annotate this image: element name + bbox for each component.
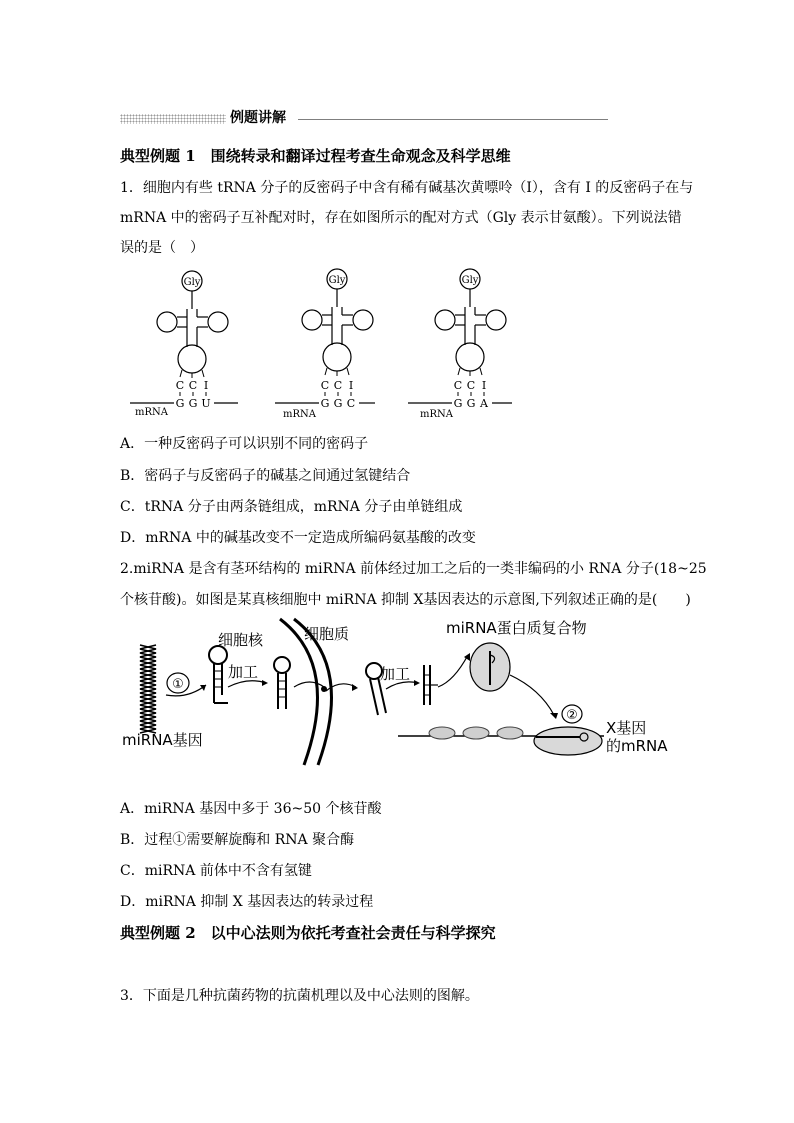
mirna-figure <box>118 615 698 790</box>
q1-line1: 1．细胞内有些 tRNA 分子的反密码子中含有稀有碱基次黄嘌呤（I），含有 I 的反密码子在与 <box>120 180 694 196</box>
section-header <box>120 108 490 130</box>
q1-line3: 误的是（ ） <box>120 240 204 256</box>
anticodon-3: I <box>481 379 487 392</box>
q2-option-c: C．miRNA 前体中不含有氢键 <box>120 863 312 879</box>
mrna-label: mRNA <box>420 409 453 420</box>
anticodon-3: I <box>203 379 209 392</box>
anticodon-2: C <box>333 379 343 392</box>
codon-3-1: G <box>453 397 463 410</box>
q2-line2: 个核苷酸)。如图是某真核细胞中 miRNA 抑制 X基因表达的示意图,下列叙述正确的是( ) <box>120 592 691 608</box>
trna-3 <box>408 269 512 420</box>
codon-3-3: A <box>480 397 488 410</box>
q1-option-b: B．密码子与反密码子的碱基之间通过氢键结合 <box>120 468 411 484</box>
section-rule <box>298 119 608 120</box>
ribosome-2 <box>463 727 489 739</box>
nucleus-label: 细胞核 <box>218 631 264 649</box>
x-gene-label-2: 的mRNA <box>606 737 668 755</box>
gly-label: Gly <box>183 277 201 288</box>
q1-line2: mRNA 中的密码子互补配对时，存在如图所示的配对方式（Gly 表示甘氨酸）。下列说法错 <box>120 210 682 226</box>
anticodon-2: C <box>188 379 198 392</box>
trna-1 <box>130 271 238 418</box>
trna-figure <box>130 265 520 425</box>
anticodon-3: I <box>348 379 354 392</box>
gly-label: Gly <box>328 275 346 286</box>
codon-2-3: C <box>346 397 356 410</box>
q2-line1: 2.miRNA 是含有茎环结构的 miRNA 前体经过加工之后的一类非编码的小 RNA 分子(18~25 <box>120 561 707 577</box>
q1-option-a: A．一种反密码子可以识别不同的密码子 <box>120 436 369 452</box>
anticodon-2: C <box>466 379 476 392</box>
mirna-protein-complex <box>470 643 510 691</box>
q2-option-b: B．过程①需要解旋酶和 RNA 聚合酶 <box>120 832 355 848</box>
codon-1-3: U <box>201 397 211 410</box>
codon-2-1: G <box>320 397 330 410</box>
step1-label: ① <box>172 677 184 692</box>
mirna-gene-helix <box>140 645 156 733</box>
bound-complex <box>534 727 602 755</box>
codon-1-2: G <box>188 397 198 410</box>
dotted-decoration <box>120 114 226 124</box>
mirna-gene-label: miRNA基因 <box>122 731 203 749</box>
trna-2 <box>275 269 375 420</box>
gly-label: Gly <box>461 275 479 286</box>
codon-3-2: G <box>466 397 476 410</box>
q1-option-d: D．mRNA 中的碱基改变不一定造成所编码氨基酸的改变 <box>120 530 476 546</box>
mrna-label: mRNA <box>283 409 316 420</box>
hairpin-1 <box>209 646 228 703</box>
step2-label: ② <box>566 708 578 723</box>
complex-label: miRNA蛋白质复合物 <box>446 619 587 637</box>
anticodon-1: C <box>175 379 185 392</box>
codon-2-2: G <box>333 397 343 410</box>
q3-line1: 3．下面是几种抗菌药物的抗菌机理以及中心法则的图解。 <box>120 988 479 1004</box>
hairpin-2 <box>274 657 290 709</box>
example1-heading: 典型例题 1 围绕转录和翻译过程考查生命观念及科学思维 <box>120 147 511 165</box>
section-title: 例题讲解 <box>230 110 286 126</box>
anticodon-1: C <box>320 379 330 392</box>
process1-label: 加工 <box>228 663 259 681</box>
codon-1-1: G <box>175 397 185 410</box>
process2-label: 加工 <box>380 665 411 683</box>
cytoplasm-label: 细胞质 <box>304 625 350 643</box>
mirna-duplex <box>424 665 438 705</box>
ribosome-3 <box>497 727 523 739</box>
q2-option-d: D．miRNA 抑制 X 基因表达的转录过程 <box>120 894 374 910</box>
x-gene-label-1: X基因 <box>606 719 647 737</box>
anticodon-1: C <box>453 379 463 392</box>
q2-option-a: A．miRNA 基因中多于 36~50 个核苷酸 <box>120 801 382 817</box>
example2-heading: 典型例题 2 以中心法则为依托考查社会责任与科学探究 <box>120 924 496 942</box>
ribosome-1 <box>429 727 455 739</box>
mrna-label: mRNA <box>135 407 168 418</box>
q1-option-c: C．tRNA 分子由两条链组成，mRNA 分子由单链组成 <box>120 499 463 515</box>
